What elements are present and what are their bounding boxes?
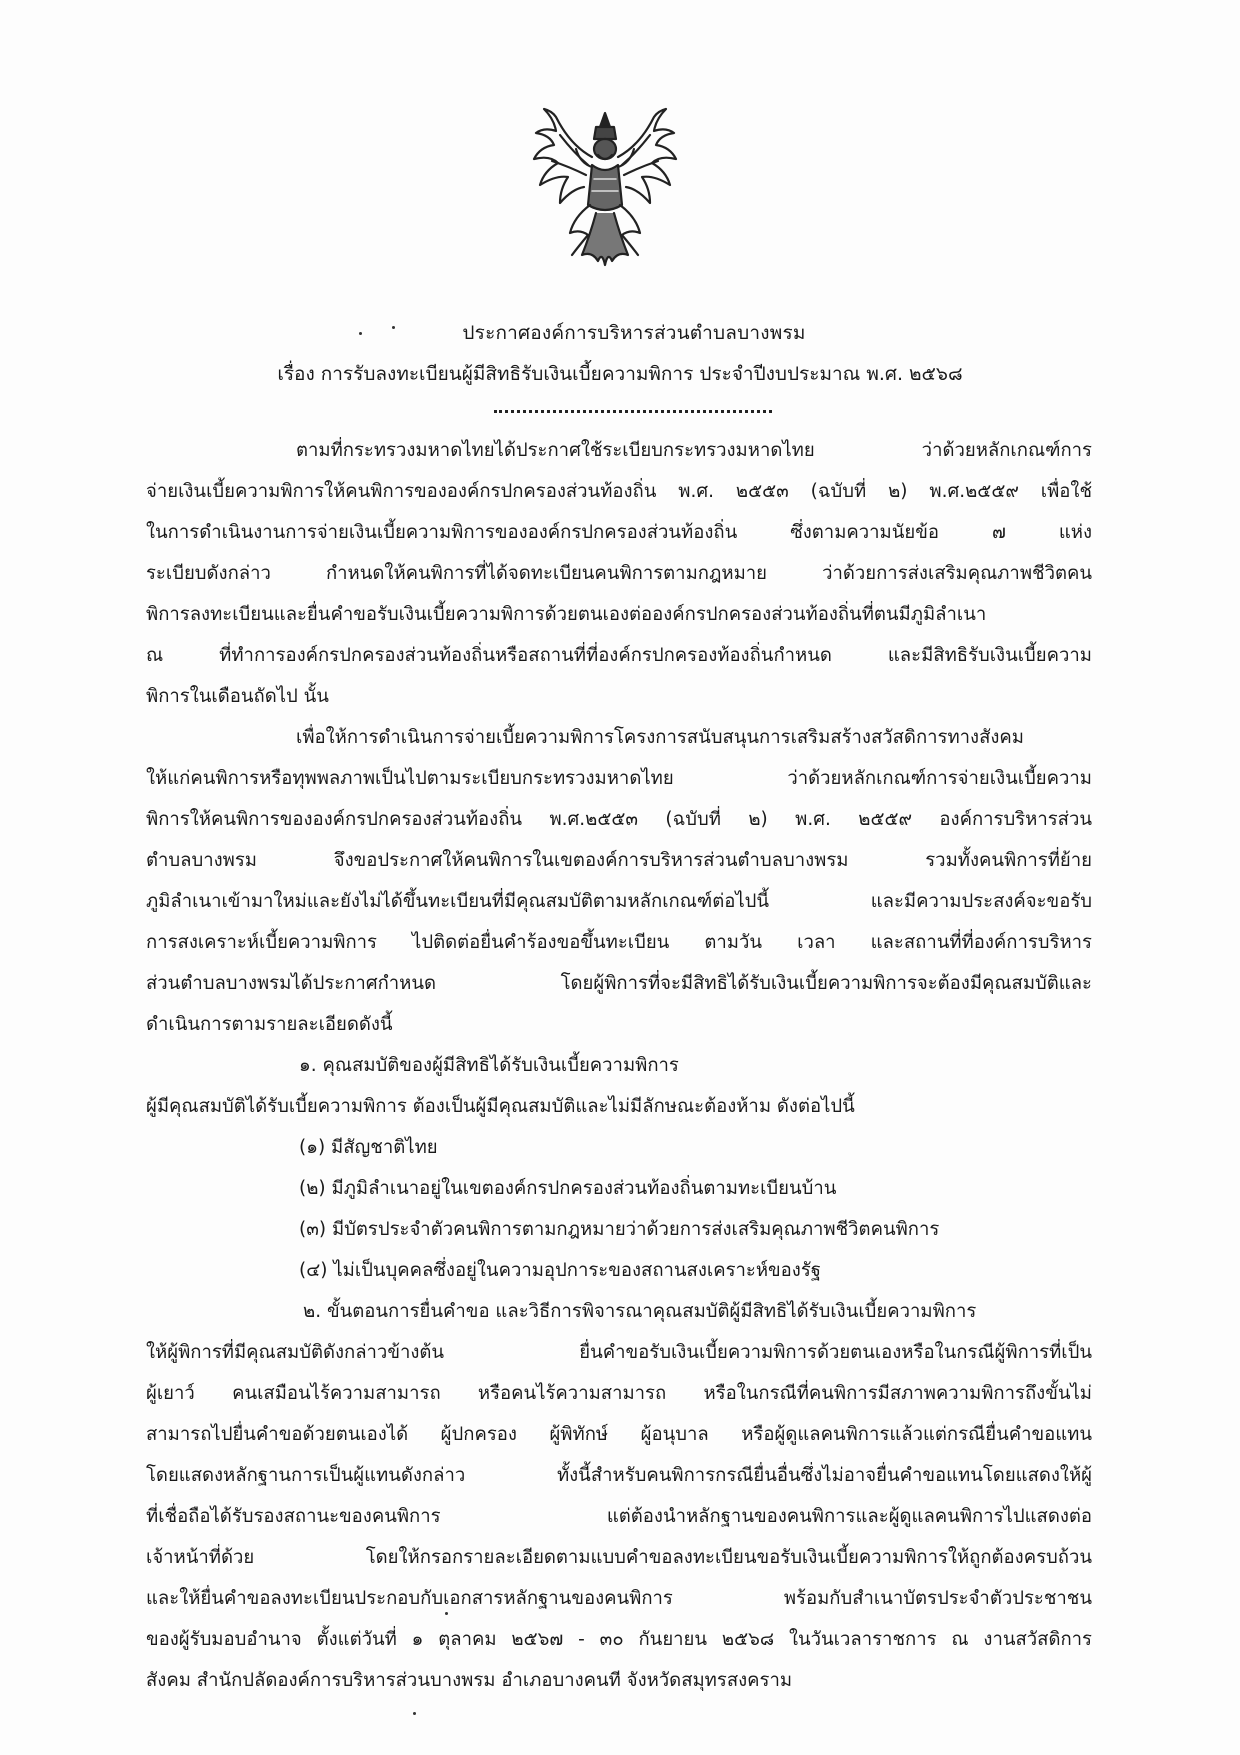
section2-line: สามารถไปยื่นคำขอด้วยตนเองได้ ผู้ปกครอง ผู้พิทักษ์ ผู้อนุบาล หรือผู้ดูแลคนพิการแล้วแต่กรณียื่นคำขอแทน <box>146 1424 1092 1445</box>
paragraph2-line: การสงเคราะห์เบี้ยความพิการ ไปติดต่อยื่นคำร้องขอขึ้นทะเบียน ตามวัน เวลา และสถานที่ที่องค์การบริหาร <box>146 932 1092 953</box>
scan-speck <box>445 1612 448 1615</box>
paragraph1-line: ในการดำเนินงานการจ่ายเงินเบี้ยความพิการขององค์กรปกครองส่วนท้องถิ่น ซึ่งตามความนัยข้อ ๗ แห่ง <box>146 522 1092 543</box>
announcement-body <box>146 430 1092 1701</box>
section2-line: เจ้าหน้าที่ด้วย โดยให้กรอกรายละเอียดตามแบบคำขอลงทะเบียนขอรับเงินเบี้ยความพิการให้ถูกต้องครบถ้วน <box>146 1547 1092 1568</box>
section1-item: (๔) ไม่เป็นบุคคลซึ่งอยู่ในความอุปการะของสถานสงเคราะห์ของรัฐ <box>299 1260 821 1281</box>
paragraph1-line: ตามที่กระทรวงมหาดไทยได้ประกาศใช้ระเบียบกระทรวงมหาดไทย ว่าด้วยหลักเกณฑ์การ <box>296 440 1092 461</box>
paragraph1-line: ระเบียบดังกล่าว กำหนดให้คนพิการที่ได้จดทะเบียนคนพิการตามกฎหมาย ว่าด้วยการส่งเสริมคุณภาพชีวิตคน <box>146 563 1092 584</box>
section2-line: ผู้เยาว์ คนเสมือนไร้ความสามารถ หรือคนไร้ความสามารถ หรือในกรณีที่คนพิการมีสภาพความพิการถึงขั้นไม่ <box>146 1383 1092 1404</box>
paragraph2-line: พิการให้คนพิการขององค์กรปกครองส่วนท้องถิ่น พ.ศ.๒๕๕๓ (ฉบับที่ ๒) พ.ศ. ๒๕๕๙ องค์การบริหารส่วน <box>146 809 1092 830</box>
garuda-emblem-icon <box>530 105 680 270</box>
section1-item: (๓) มีบัตรประจำตัวคนพิการตามกฎหมายว่าด้วยการส่งเสริมคุณภาพชีวิตคนพิการ <box>299 1219 940 1240</box>
section1-item: (๒) มีภูมิลำเนาอยู่ในเขตองค์กรปกครองส่วนท้องถิ่นตามทะเบียนบ้าน <box>299 1178 837 1199</box>
paragraph1-line: พิการในเดือนถัดไป นั้น <box>146 686 329 707</box>
paragraph2-line: ส่วนตำบลบางพรมได้ประกาศกำหนด โดยผู้พิการที่จะมีสิทธิได้รับเงินเบี้ยความพิการจะต้องมีคุณสมบัติและ <box>146 973 1092 994</box>
paragraph2-line: เพื่อให้การดำเนินการจ่ายเบี้ยความพิการโครงการสนับสนุนการเสริมสร้างสวัสดิการทางสังคม <box>296 727 1024 748</box>
scan-speck <box>413 1712 416 1715</box>
paragraph1-line: ณ ที่ทำการองค์กรปกครองส่วนท้องถิ่นหรือสถานที่ที่องค์กรปกครองท้องถิ่นกำหนด และมีสิทธิรับเงินเบี้ยความ <box>146 645 1092 666</box>
section2-line: โดยแสดงหลักฐานการเป็นผู้แทนดังกล่าว ทั้งนี้สำหรับคนพิการกรณียื่นอื่นซึ่งไม่อาจยื่นคำขอแทนโดยแสดงให้ผู้ <box>146 1465 1092 1486</box>
paragraph2-line: ภูมิลำเนาเข้ามาใหม่และยังไม่ได้ขึ้นทะเบียนที่มีคุณสมบัติตามหลักเกณฑ์ต่อไปนี้ และมีความประสงค์จะขอรับ <box>146 891 1092 912</box>
announcement-issuer: ประกาศองค์การบริหารส่วนตำบลบางพรม <box>462 322 806 344</box>
paragraph2-line: ตำบลบางพรม จึงขอประกาศให้คนพิการในเขตองค์การบริหารส่วนตำบลบางพรม รวมทั้งคนพิการที่ย้าย <box>146 850 1092 871</box>
section1-heading: ๑. คุณสมบัติของผู้มีสิทธิได้รับเงินเบี้ยความพิการ <box>299 1055 679 1076</box>
section2-line: ของผู้รับมอบอำนาจ ตั้งแต่วันที่ ๑ ตุลาคม ๒๕๖๗ - ๓๐ กันยายน ๒๕๖๘ ในวันเวลาราชการ ณ งานสวัสดิการ <box>146 1629 1092 1650</box>
paragraph1-line: จ่ายเงินเบี้ยความพิการให้คนพิการขององค์กรปกครองส่วนท้องถิ่น พ.ศ. ๒๕๕๓ (ฉบับที่ ๒) พ.ศ.๒๕๕๙ เพื่อใช้ <box>146 481 1092 502</box>
paragraph2-line: ให้แก่คนพิการหรือทุพพลภาพเป็นไปตามระเบียบกระทรวงมหาดไทย ว่าด้วยหลักเกณฑ์การจ่ายเงินเบี้ยความ <box>146 768 1092 789</box>
announcement-subject: เรื่อง การรับลงทะเบียนผู้มีสิทธิรับเงินเบี้ยความพิการ ประจำปีงบประมาณ พ.ศ. ๒๕๖๘ <box>277 363 963 385</box>
paragraph1-line: พิการลงทะเบียนและยื่นคำขอรับเงินเบี้ยความพิการด้วยตนเองต่อองค์กรปกครองส่วนท้องถิ่นที่ตนมีภูมิลำเนา <box>146 604 987 625</box>
paragraph2-line: ดำเนินการตามรายละเอียดดังนี้ <box>146 1014 393 1035</box>
section2-line: สังคม สำนักปลัดองค์การบริหารส่วนบางพรม อำเภอบางคนที จังหวัดสมุทรสงคราม <box>146 1670 793 1691</box>
dotted-separator <box>494 410 772 413</box>
section2-heading: ๒. ขั้นตอนการยื่นคำขอ และวิธีการพิจารณาคุณสมบัติผู้มีสิทธิได้รับเงินเบี้ยความพิการ <box>303 1301 977 1322</box>
section1-intro: ผู้มีคุณสมบัติได้รับเบี้ยความพิการ ต้องเป็นผู้มีคุณสมบัติและไม่มีลักษณะต้องห้าม ดังต่อไปนี้ <box>146 1096 855 1117</box>
section2-line: ที่เชื่อถือได้รับรองสถานะของคนพิการ แต่ต้องนำหลักฐานของคนพิการและผู้ดูแลคนพิการไปแสดงต่อ <box>146 1506 1092 1527</box>
section2-line: และให้ยื่นคำขอลงทะเบียนประกอบกับเอกสารหลักฐานของคนพิการ พร้อมกับสำเนาบัตรประจำตัวประชาชน <box>146 1588 1092 1609</box>
section1-item: (๑) มีสัญชาติไทย <box>299 1137 438 1158</box>
section2-line: ให้ผู้พิการที่มีคุณสมบัติดังกล่าวข้างต้น ยื่นคำขอรับเงินเบี้ยความพิการด้วยตนเองหรือในกรณีผู้พิการที่เป็น <box>146 1342 1092 1363</box>
